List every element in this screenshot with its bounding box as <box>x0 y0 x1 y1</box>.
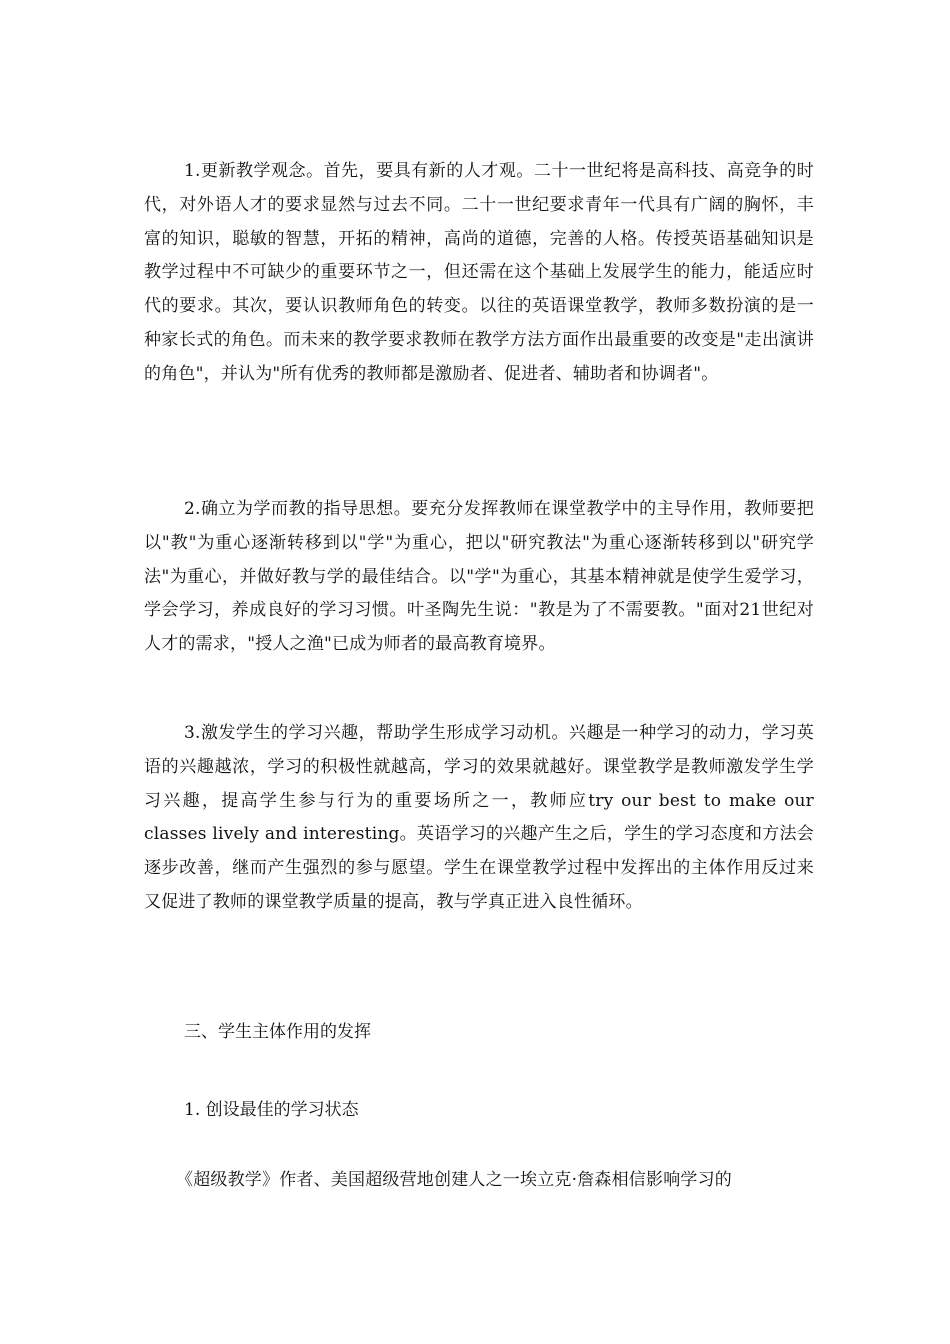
paragraph-update-teaching-concept: 1.更新教学观念。首先，要具有新的人才观。二十一世纪将是高科技、高竞争的时代，对外语人才的要求显然与过去不同。二十一世纪要求青年一代具有广阔的胸怀，丰富的知识，聪敏的智慧，开拓的精神，高尚的道德，完善的人格。传授英语基础知识是教学过程中不可缺少的重要环节之一，但还需在这个基础上发展学生的能力，能适应时代的要求。其次，要认识教师角色的转变。以往的英语课堂教学，教师多数扮演的是一种家长式的角色。而未来的教学要求教师在教学方法方面作出最重要的改变是"走出演讲的角色"，并认为"所有优秀的教师都是激励者、促进者、辅助者和协调者"。 <box>144 161 814 384</box>
subheading: 1. 创设最佳的学习状态 <box>184 1100 359 1120</box>
paragraph-super-teaching: 《超级教学》作者、美国超级营地创建人之一埃立克·詹森相信影响学习的 <box>176 1170 733 1190</box>
section-heading: 三、学生主体作用的发挥 <box>184 1022 371 1042</box>
paragraph-stimulate-interest: 3.激发学生的学习兴趣，帮助学生形成学习动机。兴趣是一种学习的动力，学习英语的兴趣越浓，学习的积极性就越高，学习的效果就越好。课堂教学是教师激发学生学习兴趣，提高学生参与行为的重要场所之一，教师应try our best to make our classes lively and interesting。英语学习的兴趣产生之后，学生的学习态度和方法会逐步改善，继而产生强烈的参与愿望。学生在课堂教学过程中发挥出的主体作用反过来又促进了教师的课堂教学质量的提高，教与学真正进入良性循环。 <box>144 723 814 912</box>
paragraph-learning-oriented-teaching: 2.确立为学而教的指导思想。要充分发挥教师在课堂教学中的主导作用，教师要把以"教"为重心逐渐转移到以"学"为重心，把以"研究教法"为重心逐渐转移到以"研究学法"为重心，并做好教与学的最佳结合。以"学"为重心，其基本精神就是使学生爱学习，学会学习，养成良好的学习习惯。叶圣陶先生说："教是为了不需要教。"面对21世纪对人才的需求，"授人之渔"已成为师者的最高教育境界。 <box>144 499 814 655</box>
